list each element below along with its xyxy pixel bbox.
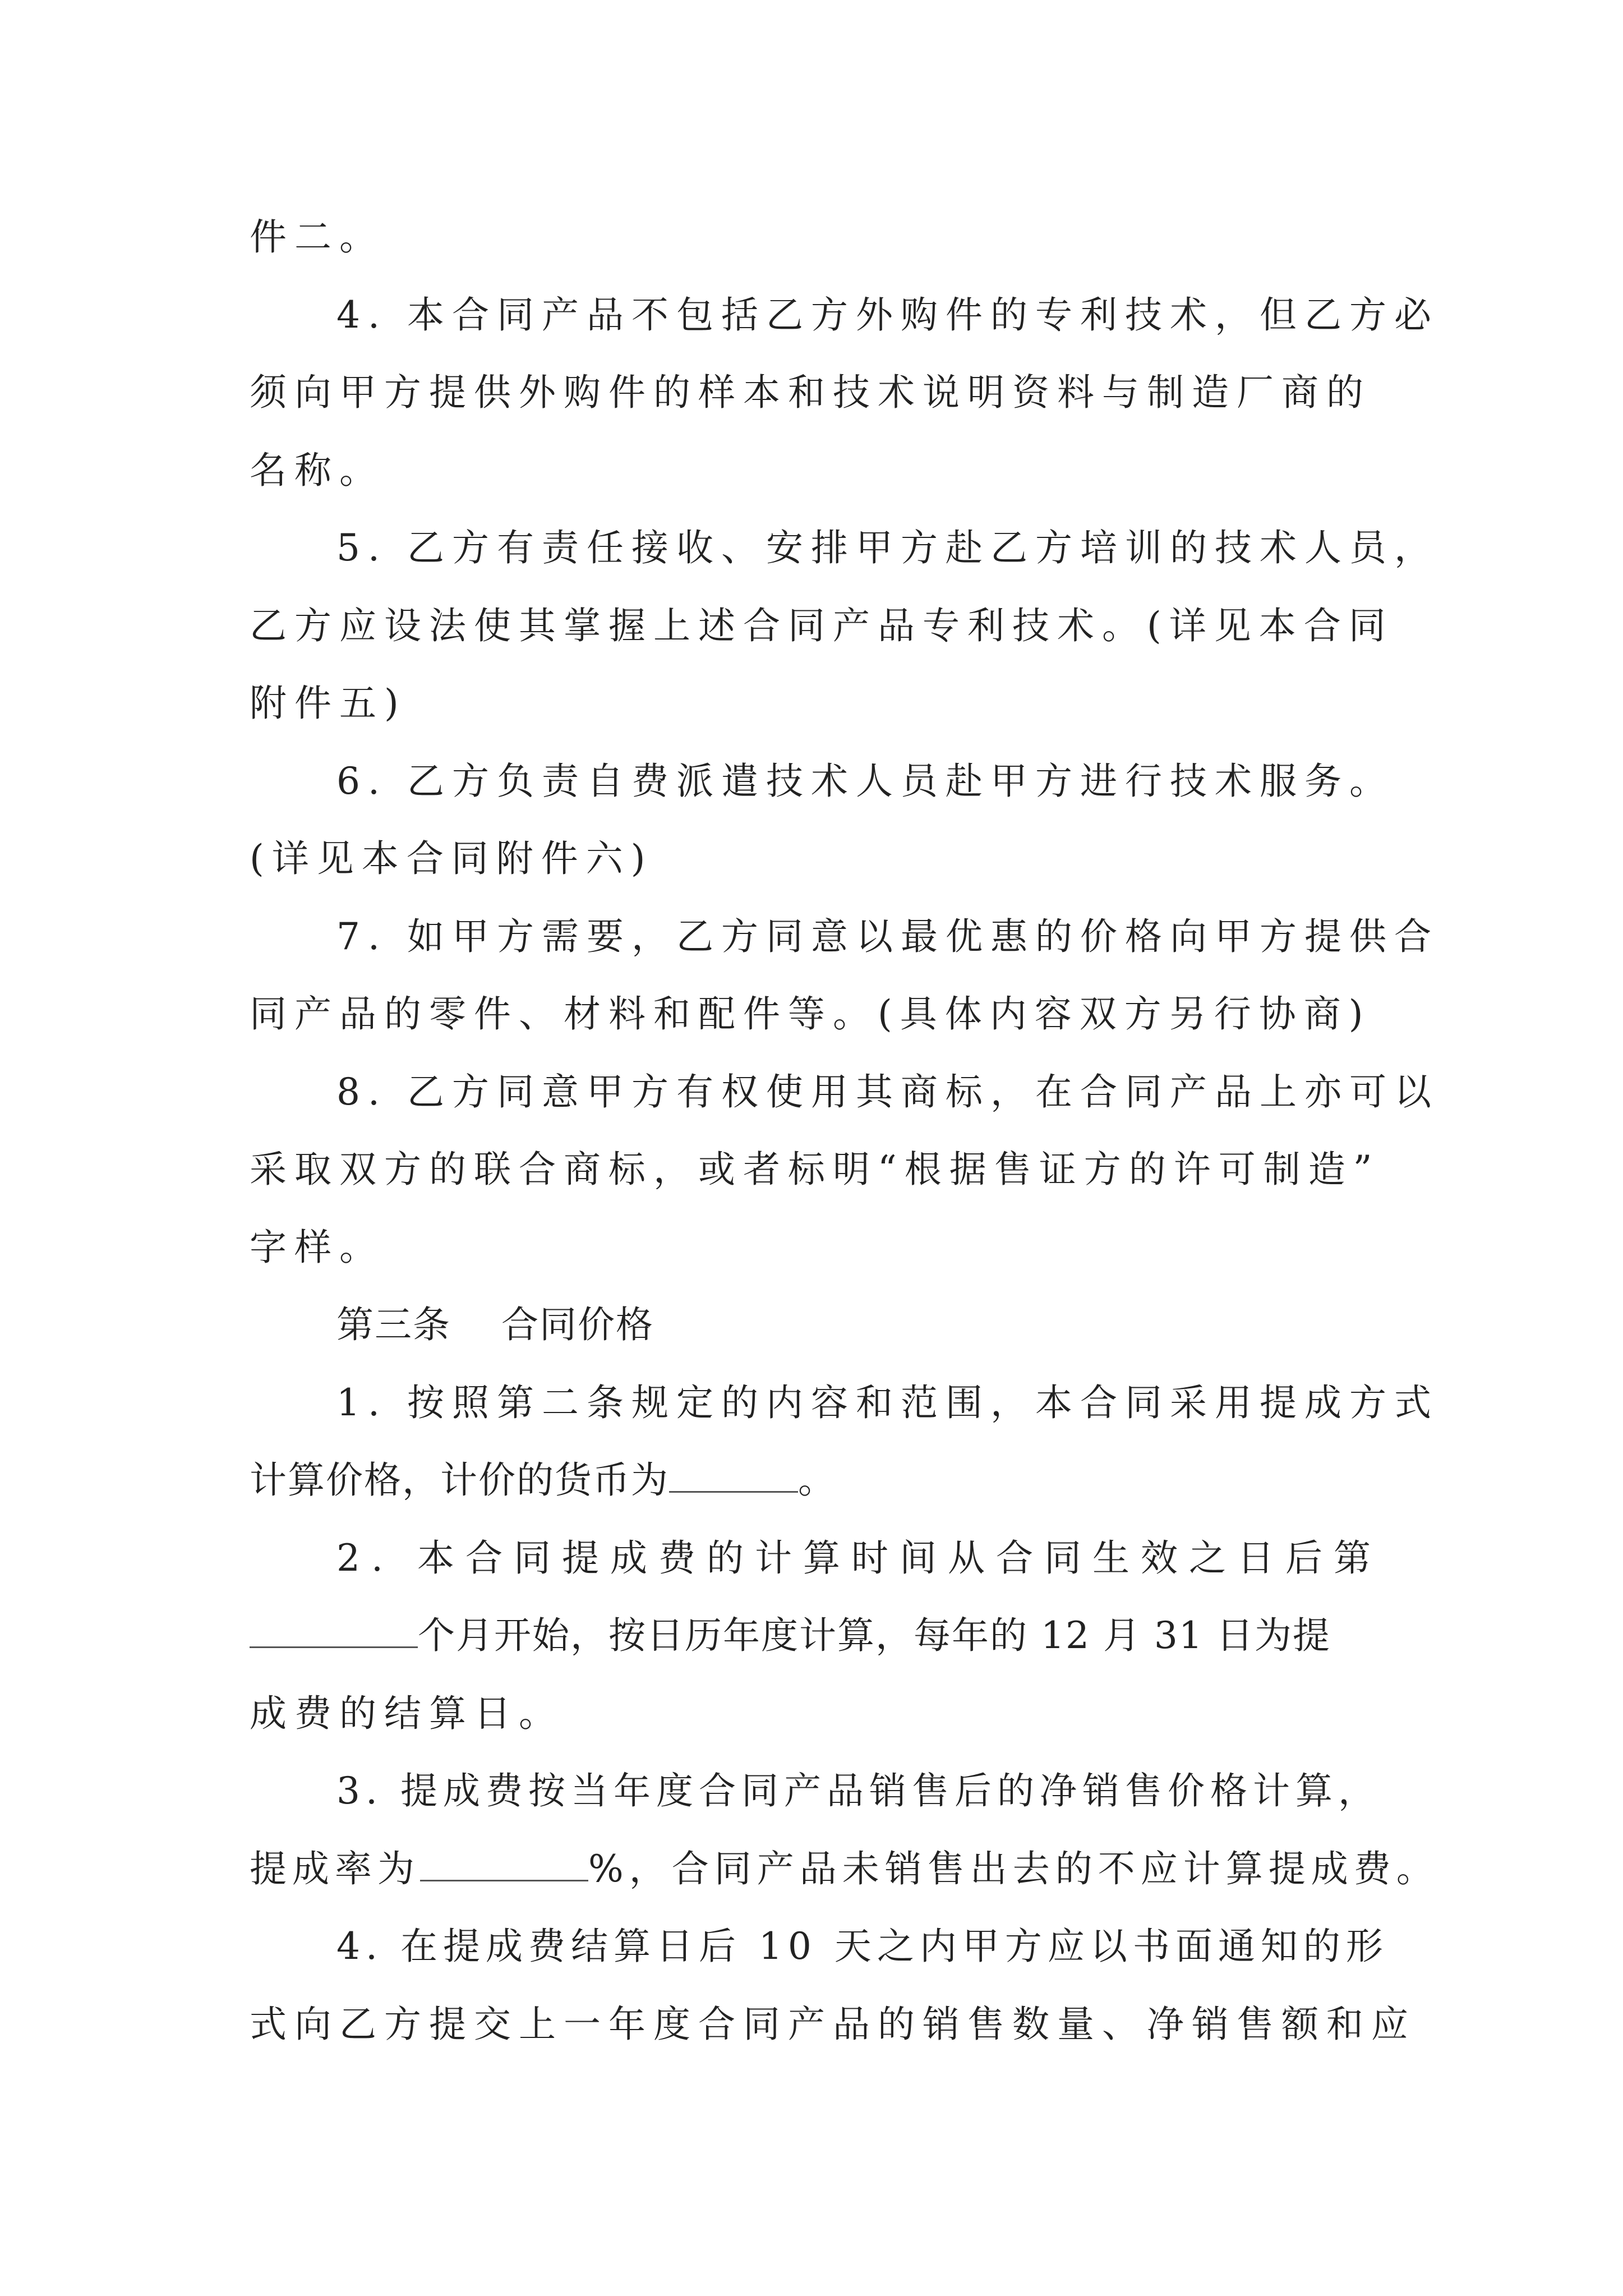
text-line-20: 成费的结算日。 [250, 1692, 564, 1735]
clause-2-item-8: 8. 乙方同意甲方有权使用其商标，在合同产品上亦可以 [336, 1070, 1439, 1114]
text-line-11: 同产品的零件、材料和配件等。(具体内容双方另行协商) [250, 992, 1371, 1036]
text-line-14: 字样。 [250, 1226, 384, 1269]
article-title: 合同价格 [501, 1303, 654, 1346]
rate-text: %，合同产品未销售出去的不应计算提成费。 [588, 1847, 1439, 1890]
text-line-4: 名称。 [250, 449, 384, 492]
clause-3-item-4: 4. 在提成费结算日后 10 天之内甲方应以书面通知的形 [336, 1925, 1389, 1968]
clause-3-item-1: 1. 按照第二条规定的内容和范围，本合同采用提成方式 [336, 1381, 1439, 1424]
text-line-7: 附件五) [250, 682, 407, 725]
text-line-6: 乙方应设法使其掌握上述合同产品专利技术。(详见本合同 [250, 604, 1394, 647]
clause-2-item-5: 5. 乙方有责任接收、安排甲方赴乙方培训的技术人员， [336, 526, 1439, 569]
currency-label: 计算价格，计价的货币为 [250, 1458, 669, 1502]
text-line-13: 采取双方的联合商标，或者标明“根据售证方的许可制造” [250, 1148, 1380, 1191]
text-line-1: 件二。 [250, 215, 384, 259]
clause-3-item-3: 3. 提成费按当年度合同产品销售后的净销售价格计算， [336, 1769, 1381, 1812]
clause-2-item-6: 6. 乙方负责自费派遣技术人员赴甲方进行技术服务。 [336, 760, 1394, 803]
text-line-19 [250, 1611, 1382, 1661]
text-line-17 [250, 1455, 1382, 1506]
text-line-3: 须向甲方提供外购件的样本和技术说明资料与制造厂商的 [250, 371, 1371, 414]
text-line-9: (详见本合同附件六) [250, 837, 653, 880]
month-text: 个月开始，按日历年度计算，每年的 12 月 31 日为提 [418, 1614, 1331, 1657]
text-line-22 [250, 1844, 1439, 1894]
article-3-heading [336, 1300, 1385, 1350]
article-number: 第三条 [336, 1303, 451, 1346]
clause-3-item-2: 2. 本合同提成费的计算时间从合同生效之日后第 [336, 1536, 1382, 1580]
month-blank [250, 1612, 418, 1648]
rate-blank [420, 1845, 588, 1881]
currency-blank [669, 1456, 798, 1493]
clause-2-item-7: 7. 如甲方需要，乙方同意以最优惠的价格向甲方提供合 [336, 915, 1439, 958]
period: 。 [798, 1458, 836, 1502]
text-line-24: 式向乙方提交上一年度合同产品的销售数量、净销售额和应 [250, 2003, 1416, 2046]
rate-label: 提成率为 [250, 1847, 420, 1890]
clause-2-item-4: 4. 本合同产品不包括乙方外购件的专利技术，但乙方必 [336, 293, 1439, 337]
